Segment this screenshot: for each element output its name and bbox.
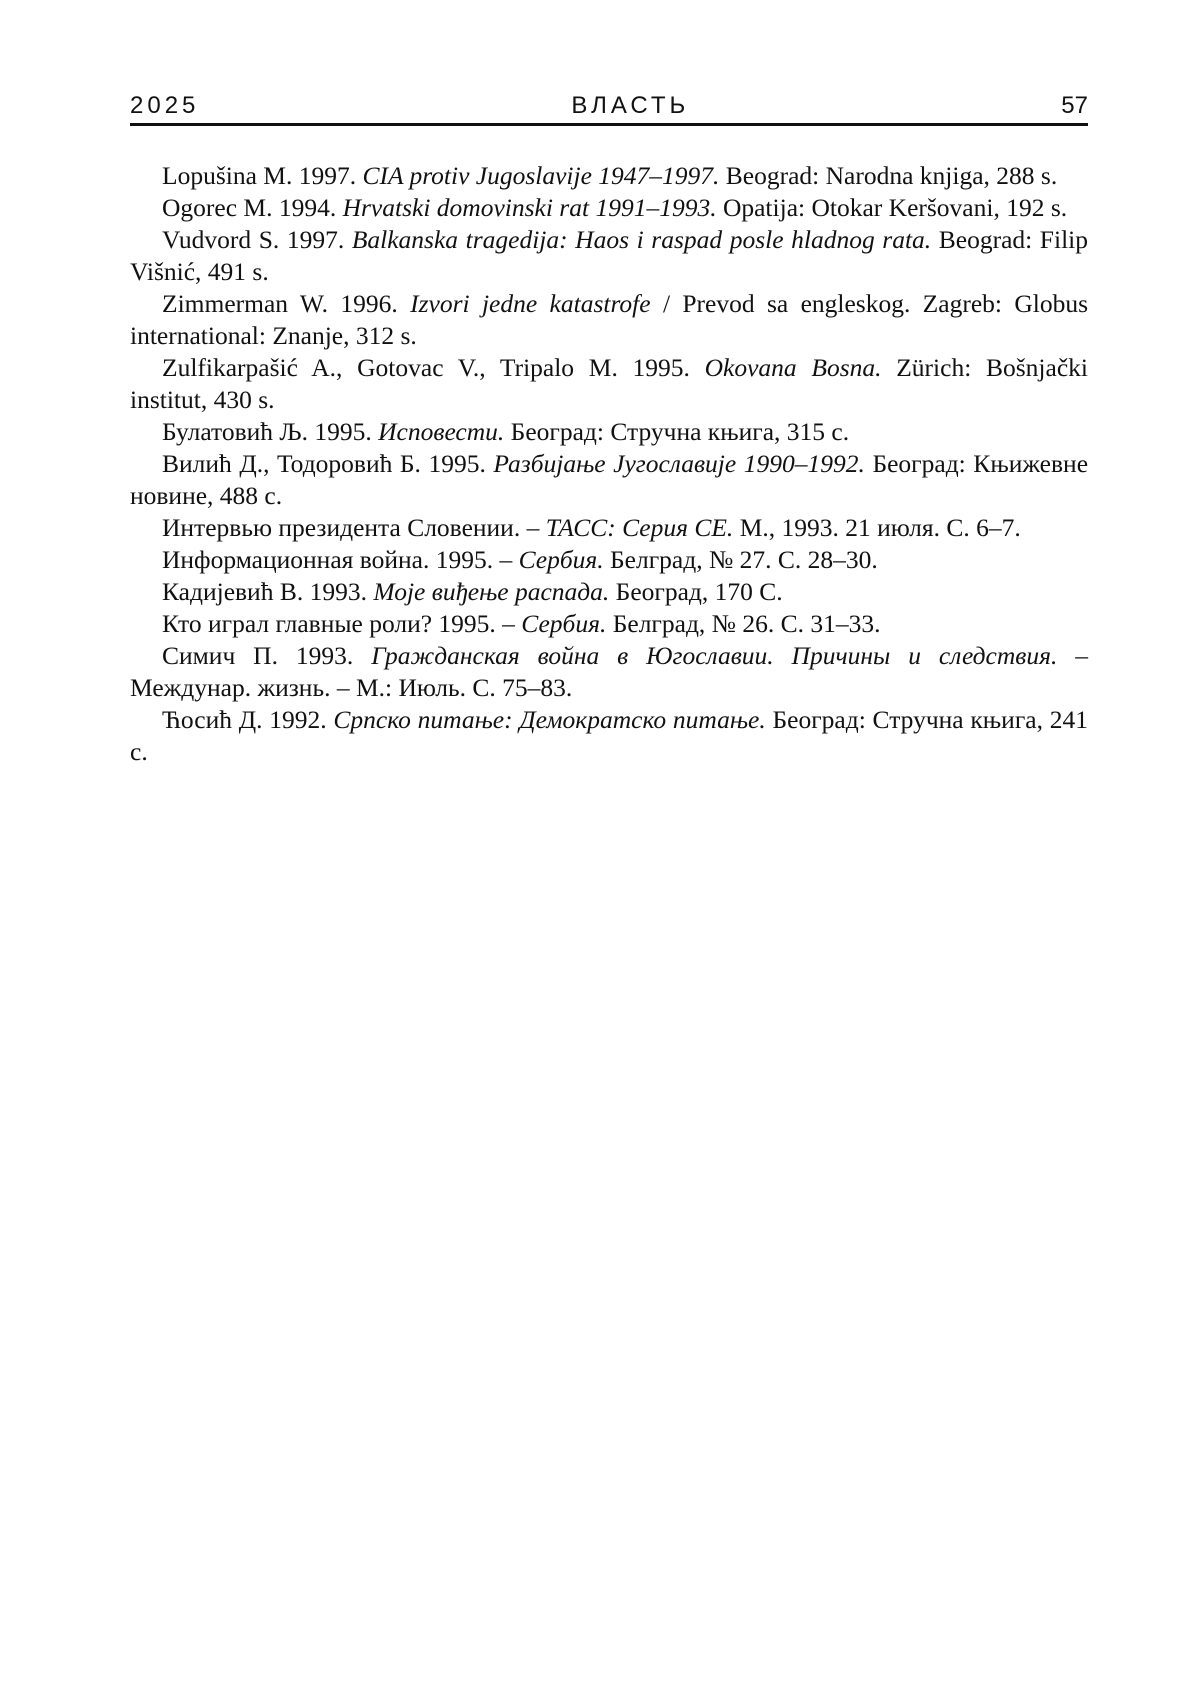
reference-entry: Ћосић Д. 1992. Српско питање: Демократско питање. Београд: Стручна књига, 241 с.: [130, 705, 1088, 766]
reference-entry: Вилић Д., Тодоровић Б. 1995. Разбијање Југославије 1990–1992. Београд: Књижевне новине, 488 с.: [130, 449, 1089, 510]
reference-entry: Кто играл главные роли? 1995. – Сербия. Белград, № 26. С. 31–33.: [162, 609, 881, 638]
reference-entry: Ogorec M. 1994. Hrvatski domovinski rat 1991–1993. Opatija: Otokar Keršovani, 192 s.: [162, 193, 1068, 222]
reference-entry: Zimmerman W. 1996. Izvori jedne katastrofe / Prevod sa engleskog. Zagreb: Globus international: Znanje, 312 s.: [130, 289, 1088, 350]
reference-entry: Lopušina M. 1997. CIA protiv Jugoslavije 1947–1997. Beograd: Narodna knjiga, 288 s.: [162, 161, 1058, 190]
reference-entry: Zulfikarpašić A., Gotovac V., Tripalo M. 1995. Okovana Bosna. Zürich: Bošnjački institut, 430 s.: [130, 353, 1088, 414]
reference-entry: Симич П. 1993. Гражданская война в Югославии. Причины и следствия. – Междунар. жизнь. – М.: Июль. С. 75–83.: [130, 641, 1088, 702]
reference-list: [130, 160, 1088, 768]
header-journal-title: ВЛАСТЬ: [571, 92, 690, 119]
reference-entry: Информационная война. 1995. – Сербия. Белград, № 27. С. 28–30.: [162, 545, 878, 574]
reference-entry: Интервью президента Словении. – ТАСС: Серия СЕ. М., 1993. 21 июля. С. 6–7.: [162, 513, 1021, 542]
header-page-number: 57: [1061, 92, 1088, 119]
reference-entry: Vudvord S. 1997. Balkanska tragedija: Haos i raspad posle hladnog rata. Beograd: Filip Višnić, 491 s.: [130, 225, 1088, 286]
running-header: [130, 92, 1088, 126]
header-year: 2025: [130, 92, 200, 119]
reference-entry: Кадијевић В. 1993. Моје виђење распада. Београд, 170 С.: [162, 577, 783, 606]
document-page: [130, 92, 1088, 768]
reference-entry: Булатовић Љ. 1995. Исповести. Београд: Стручна књига, 315 с.: [162, 417, 850, 446]
